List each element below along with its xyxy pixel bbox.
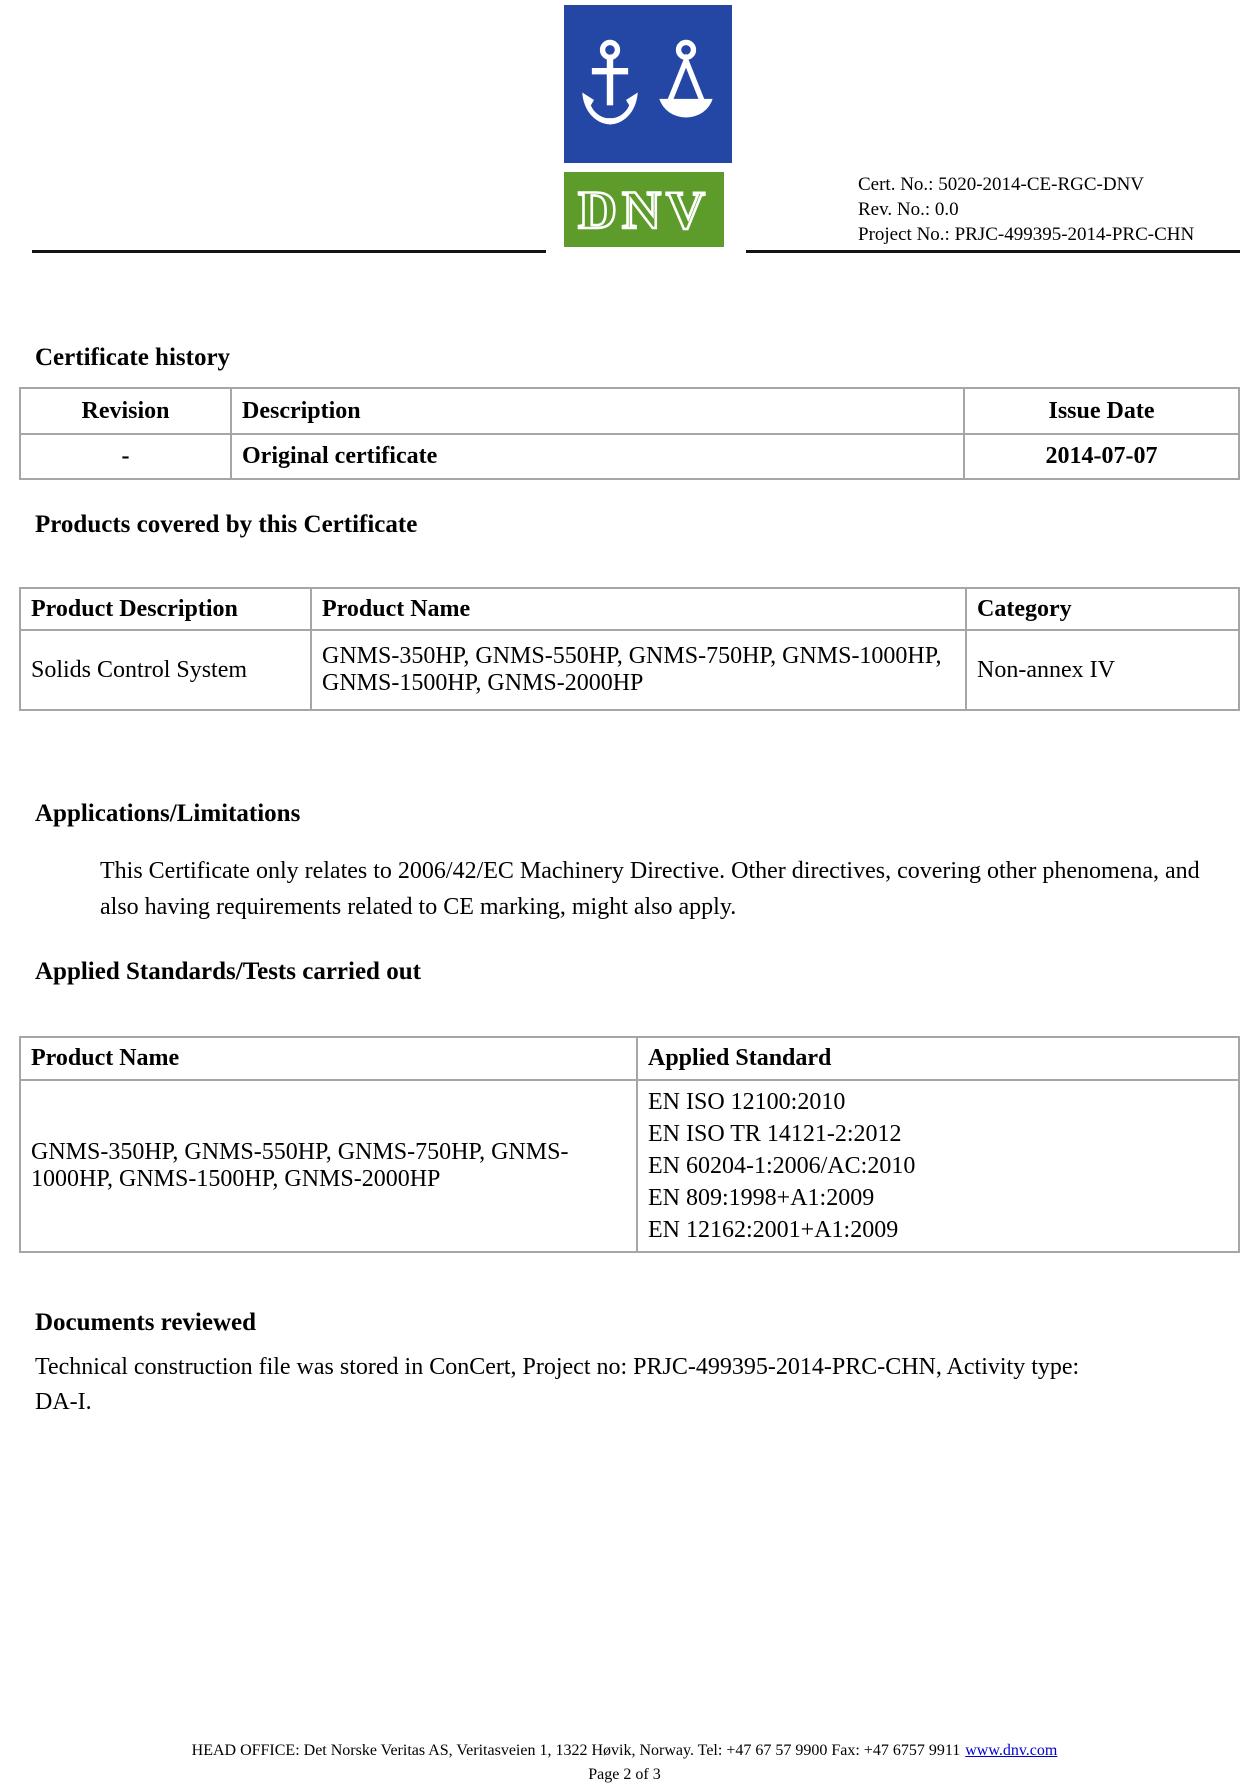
certificate-info: [858, 172, 1194, 247]
dnv-website-link[interactable]: www.dnv.com: [965, 1742, 1058, 1759]
product-description-value: Solids Control System: [20, 630, 311, 710]
footer-office-line: [0, 1742, 1249, 1760]
standard-item: EN 60204-1:2006/AC:2010: [648, 1153, 916, 1179]
standard-item: EN ISO TR 14121-2:2012: [648, 1121, 902, 1147]
certificate-history-title: Certificate history: [35, 344, 231, 371]
product-name-value: GNMS-350HP, GNMS-550HP, GNMS-750HP, GNMS-1000HP, GNMS-1500HP, GNMS-2000HP: [311, 630, 966, 710]
revision-number: Rev. No.: 0.0: [858, 199, 959, 220]
products-covered-title: Products covered by this Certificate: [35, 511, 418, 538]
standard-item: EN ISO 12100:2010: [648, 1089, 846, 1115]
scales-icon: [654, 24, 718, 144]
documents-reviewed-title: Documents reviewed: [35, 1309, 257, 1336]
project-number: Project No.: PRJC-499395-2014-PRC-CHN: [858, 224, 1195, 245]
column-header-description: Description: [231, 388, 964, 434]
header-divider-left: [32, 250, 546, 253]
table-header-row: [20, 1037, 1239, 1080]
table-header-row: [20, 388, 1239, 434]
header-divider-right: [746, 250, 1240, 253]
anchor-icon: [578, 24, 642, 144]
standard-item: EN 12162:2001+A1:2009: [648, 1217, 899, 1243]
products-covered-table: [19, 587, 1240, 711]
description-value: Original certificate: [231, 434, 964, 479]
documents-reviewed-text: Technical construction file was stored in ConCert, Project no: PRJC-499395-2014-PRC-CHN, Activity type: DA-I.: [35, 1354, 1080, 1415]
table-header-row: [20, 588, 1239, 630]
column-header-issue-date: Issue Date: [964, 388, 1239, 434]
column-header-product-name: Product Name: [20, 1037, 637, 1080]
applied-standards-table: [19, 1036, 1240, 1253]
column-header-product-name: Product Name: [311, 588, 966, 630]
column-header-product-description: Product Description: [20, 588, 311, 630]
issue-date-value: 2014-07-07: [964, 434, 1239, 479]
applications-limitations-text: This Certificate only relates to 2006/42/EC Machinery Directive. Other directives, covering other phenomena, and also having requirements related to CE marking, might also apply.: [100, 858, 1200, 920]
column-header-category: Category: [966, 588, 1239, 630]
table-row: [20, 1080, 1239, 1252]
standards-product-name-value: GNMS-350HP, GNMS-550HP, GNMS-750HP, GNMS-1000HP, GNMS-1500HP, GNMS-2000HP: [20, 1080, 637, 1252]
table-row: [20, 630, 1239, 710]
applications-limitations-title: Applications/Limitations: [35, 800, 301, 827]
standard-item: EN 809:1998+A1:2009: [648, 1185, 875, 1211]
category-value: Non-annex IV: [966, 630, 1239, 710]
column-header-revision: Revision: [20, 388, 231, 434]
certificate-history-table: [19, 387, 1240, 480]
dnv-logo-wordmark: [564, 172, 724, 247]
dnv-logo-mark: [564, 5, 732, 163]
head-office-text: HEAD OFFICE: Det Norske Veritas AS, Veritasveien 1, 1322 Høvik, Norway. Tel: +47 67 57 9900 Fax: +47 6757 9911: [191, 1742, 961, 1759]
dnv-logo-text: DNV: [578, 180, 710, 240]
page-number: Page 2 of 3: [588, 1766, 661, 1783]
table-row: [20, 434, 1239, 479]
applied-standards-title: Applied Standards/Tests carried out: [35, 958, 421, 985]
column-header-applied-standard: Applied Standard: [637, 1037, 1239, 1080]
applied-standards-list: [637, 1080, 1239, 1252]
cert-number: Cert. No.: 5020-2014-CE-RGC-DNV: [858, 174, 1145, 195]
revision-value: -: [20, 434, 231, 479]
